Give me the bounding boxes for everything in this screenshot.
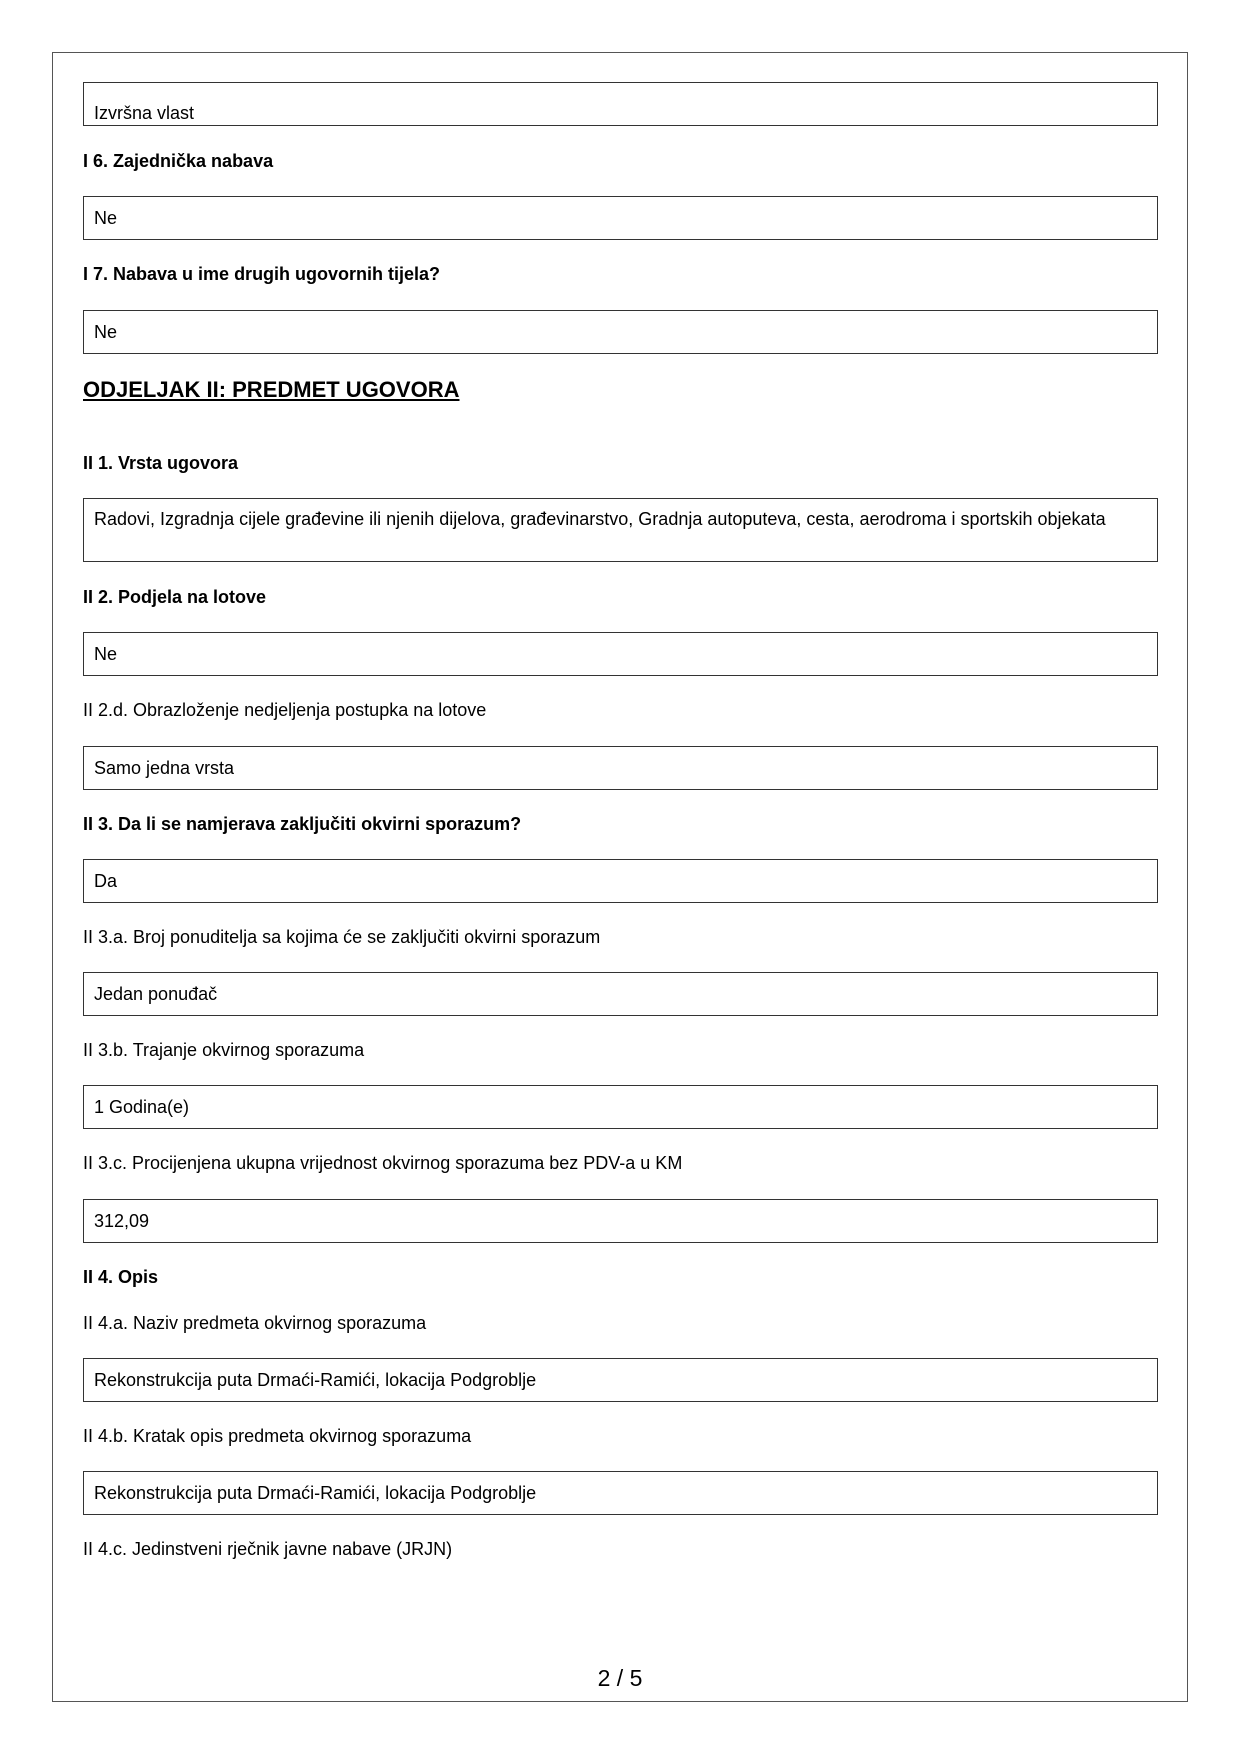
field-label-trajanje: II 3.b. Trajanje okvirnog sporazuma: [83, 1040, 365, 1060]
field-value-naziv-predmeta: Rekonstrukcija puta Drmaći-Ramići, lokacija Podgroblje: [83, 1358, 1158, 1402]
field-value-vrsta-ugovora: Radovi, Izgradnja cijele građevine ili njenih dijelova, građevinarstvo, Gradnja autoputeva, cesta, aerodroma i sportskih objekata: [83, 498, 1158, 562]
field-value-kratak-opis: Rekonstrukcija puta Drmaći-Ramići, lokacija Podgroblje: [83, 1471, 1158, 1515]
field-label-obrazlozenje: II 2.d. Obrazloženje nedjeljenja postupka na lotove: [83, 700, 487, 720]
field-label-kratak-opis: II 4.b. Kratak opis predmeta okvirnog sporazuma: [83, 1426, 472, 1446]
field-label-podjela-na-lotove: II 2. Podjela na lotove: [83, 587, 267, 607]
field-label-naziv-predmeta: II 4.a. Naziv predmeta okvirnog sporazuma: [83, 1313, 427, 1333]
field-value-procijenjena-vrijednost: 312,09: [83, 1199, 1158, 1243]
field-value-podjela-na-lotove: Ne: [83, 632, 1158, 676]
field-label-nabava-u-ime: I 7. Nabava u ime drugih ugovornih tijela?: [83, 264, 441, 284]
field-value-trajanje: 1 Godina(e): [83, 1085, 1158, 1129]
field-label-okvirni-sporazum: II 3. Da li se namjerava zaključiti okvirni sporazum?: [83, 814, 522, 834]
field-value-zajednicka-nabava: Ne: [83, 196, 1158, 240]
field-label-zajednicka-nabava: I 6. Zajednička nabava: [83, 151, 274, 171]
field-value-obrazlozenje: Samo jedna vrsta: [83, 746, 1158, 790]
field-label-broj-ponuditelja: II 3.a. Broj ponuditelja sa kojima će se zaključiti okvirni sporazum: [83, 927, 601, 947]
section-heading: ODJELJAK II: PREDMET UGOVORA: [83, 377, 460, 402]
field-label-jrjn: II 4.c. Jedinstveni rječnik javne nabave (JRJN): [83, 1539, 453, 1559]
field-label-opis: II 4. Opis: [83, 1267, 159, 1287]
field-label-procijenjena-vrijednost: II 3.c. Procijenjena ukupna vrijednost okvirnog sporazuma bez PDV-a u KM: [83, 1153, 683, 1173]
page-number: 2 / 5: [597, 1665, 643, 1691]
field-value-broj-ponuditelja: Jedan ponuđač: [83, 972, 1158, 1016]
field-value-okvirni-sporazum: Da: [83, 859, 1158, 903]
field-value-izvrsna-vlast: Izvršna vlast: [83, 82, 1158, 126]
field-value-nabava-u-ime: Ne: [83, 310, 1158, 354]
field-label-vrsta-ugovora: II 1. Vrsta ugovora: [83, 453, 239, 473]
